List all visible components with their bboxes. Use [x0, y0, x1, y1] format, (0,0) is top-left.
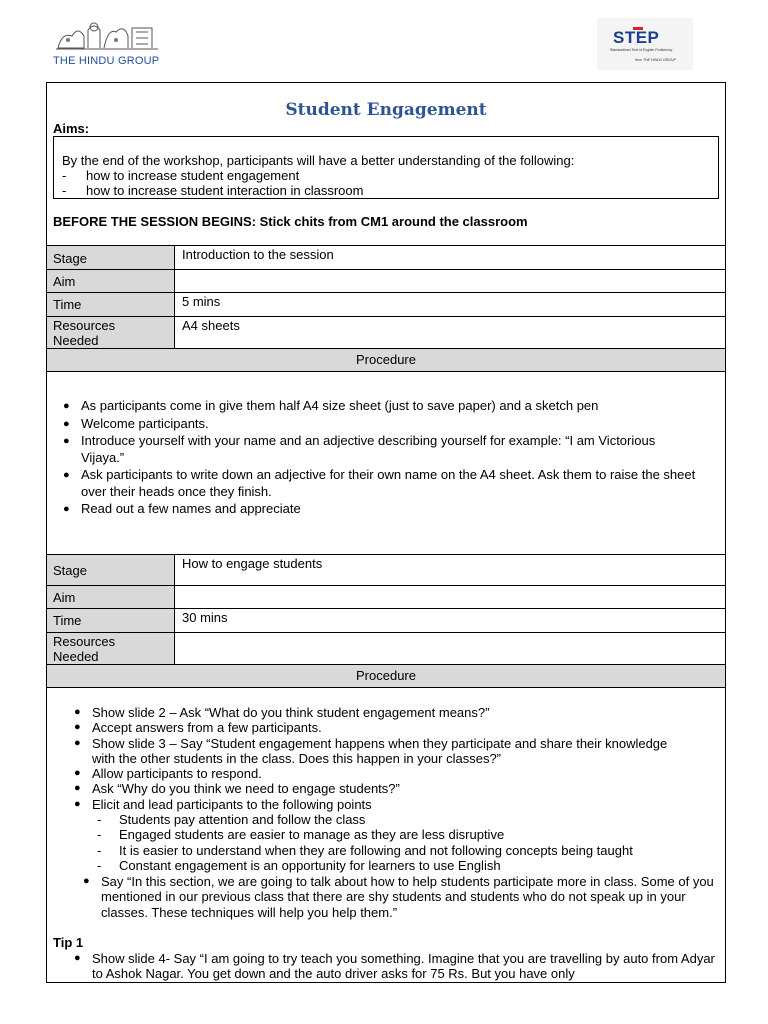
engagement-points-list — [97, 812, 719, 873]
procedure-item: ● Ask participants to write down an adjective for their own name on the A4 sheet. Ask them to raise the sheet over their heads once they finish. — [63, 467, 696, 499]
stage-label: Stage — [53, 251, 87, 266]
document-title: Student Engagement — [285, 100, 487, 120]
step-logo-from: from THE HINDU GROUP — [635, 58, 676, 62]
session2-time-value: 30 mins — [182, 610, 228, 625]
procedure-item: ● Welcome participants. — [63, 415, 209, 431]
session1-procedure-header: Procedure — [47, 348, 725, 372]
aims-box — [53, 136, 719, 199]
step-logo — [597, 18, 693, 70]
hindu-group-name: THE HINDU GROUP — [53, 55, 160, 67]
session2-say-list — [83, 874, 716, 920]
session1-aim-row — [47, 269, 725, 292]
procedure-item: ● Elicit and lead participants to the following points — [74, 796, 372, 812]
engagement-point: - Students pay attention and follow the class — [97, 812, 366, 827]
aims-intro: By the end of the workshop, participants will have a better understanding of the following: — [62, 153, 575, 168]
procedure-item: ● Show slide 4- Say “I am going to try teach you something. Imagine that you are travelling by auto from Adyar to Ashok Nagar. You get down and the auto driver asks for 75 Rs. But you have only — [74, 951, 715, 982]
time-label: Time — [53, 297, 82, 312]
stage-label: Stage — [53, 563, 87, 578]
procedure-item: ● Read out a few names and appreciate — [63, 501, 301, 516]
procedure-item: ● Allow participants to respond. — [74, 766, 262, 782]
session1-stage-value: Introduction to the session — [182, 247, 334, 262]
session2-procedure-list — [74, 705, 692, 812]
session1-time-value: 5 mins — [182, 294, 221, 309]
resources-label: Resources — [53, 318, 116, 333]
tip-1-list — [74, 951, 717, 982]
session2-aim-row — [47, 585, 725, 608]
aims-list — [62, 168, 363, 198]
session1-resources-row — [47, 316, 725, 349]
procedure-item: ● Say “In this section, we are going to talk about how to help students participate more in class. Some of you mentioned in our previous class that there are shy students and students who do not speak up in your classes. These techniques will help you help them.” — [83, 874, 714, 920]
aim-label: Aim — [53, 274, 76, 289]
engagement-point: - Engaged students are easier to manage as they are less disruptive — [97, 827, 505, 843]
resources-label-2: Needed — [53, 649, 99, 664]
aims-item: - how to increase student interaction in classroom — [62, 183, 364, 198]
resources-label-2: Needed — [53, 333, 99, 348]
engagement-point: - Constant engagement is an opportunity for learners to use English — [97, 857, 501, 873]
session2-stage-value: How to engage students — [182, 556, 323, 571]
lesson-plan-frame — [46, 82, 726, 983]
engagement-point: - It is easier to understand when they are following and not following concepts being taught — [97, 842, 633, 858]
session1-resources-value: A4 sheets — [182, 318, 240, 333]
procedure-item: ● Accept answers from a few participants. — [74, 720, 322, 736]
step-logo-word: STEP — [613, 28, 660, 47]
step-logo-tagline: Standardised Test of English Proficiency — [610, 48, 673, 52]
procedure-item: ● As participants come in give them half A4 size sheet (just to save paper) and a sketch pen — [63, 398, 599, 413]
procedure-item: ● Ask “Why do you think we need to engage students?” — [74, 781, 400, 797]
session2-time-row — [47, 608, 725, 632]
session2-resources-row — [47, 632, 725, 665]
aim-label: Aim — [53, 590, 76, 605]
aims-label: Aims: — [53, 121, 90, 136]
session1-procedure-list — [63, 398, 701, 519]
session2-procedure-header: Procedure — [47, 664, 725, 688]
resources-label: Resources — [53, 634, 116, 649]
procedure-item: ● Show slide 2 – Ask “What do you think student engagement means?” — [74, 705, 490, 720]
procedure-item: ● Introduce yourself with your name and an adjective describing yourself for example: “I am Victorious Vijaya.” — [63, 433, 656, 465]
session1-time-row — [47, 292, 725, 316]
hindu-emblem-icon — [54, 18, 160, 52]
session2-stage-row — [47, 554, 725, 585]
hindu-group-logo — [52, 18, 164, 70]
session1-stage-row — [47, 245, 725, 269]
before-session-note: BEFORE THE SESSION BEGINS: Stick chits from CM1 around the classroom — [53, 214, 528, 229]
tip-1-label: Tip 1 — [53, 935, 84, 950]
aims-item: - how to increase student engagement — [62, 168, 300, 183]
procedure-item: ● Show slide 3 – Say “Student engagement happens when they participate and share their knowledge with the other students in the class. Does this happen in your classes?” — [74, 735, 668, 766]
time-label: Time — [53, 613, 82, 628]
